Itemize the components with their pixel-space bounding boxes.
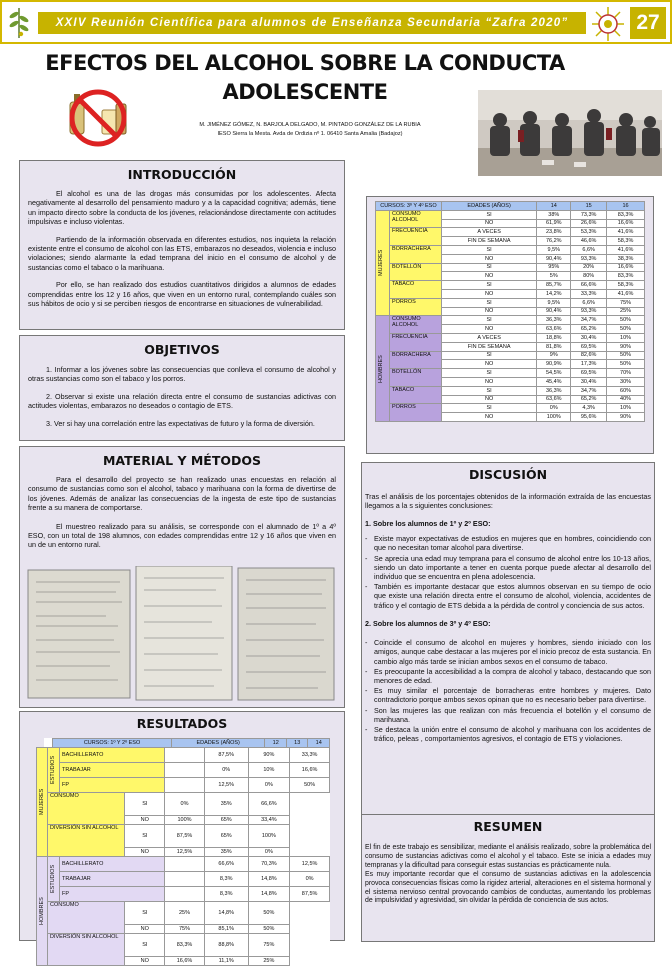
- table-row: [376, 351, 645, 360]
- table-row: [376, 263, 645, 272]
- table-cell: 83,3%: [607, 210, 645, 219]
- sub-label: NO: [441, 219, 536, 228]
- table-cell: 12,5%: [165, 848, 205, 857]
- table-cell: 100%: [248, 824, 290, 847]
- objetivo-item: 1. Informar a los jóvenes sobre las consecuencias que conlleva el consumo de alcohol y otras sustancias como son el tabaco y los porros.: [28, 365, 336, 384]
- age-header: 16: [607, 202, 645, 211]
- table-row: [376, 298, 645, 307]
- table-cell: 100%: [537, 413, 571, 422]
- si-label: SI: [125, 824, 165, 847]
- table-cell: 93,3%: [571, 307, 607, 316]
- table-row: [376, 245, 645, 254]
- table-cell: 36,3%: [537, 386, 571, 395]
- table-cell: 12,5%: [204, 777, 248, 792]
- row-label: BACHILLERATO: [59, 856, 164, 871]
- table-cell: 61,9%: [537, 219, 571, 228]
- row-label: BOTELLÓN: [389, 369, 441, 387]
- no-alcohol-icon: [52, 88, 144, 148]
- table-cell: 95%: [537, 263, 571, 272]
- table-cell: 53,3%: [571, 228, 607, 237]
- intro-paragraph: Partiendo de la información observada en diferentes estudios, nos inquieta la relación existente entre el consumo de alcohol con las ETS, embarazos no deseados, violencia e incluso violaciones; siendo alarmante la edad temprana del inicio en el consumo de alcohol y de sustancias como el tabaco o la marihuana.: [28, 234, 336, 272]
- table-cell: 90,9%: [537, 360, 571, 369]
- results-table-1-body: [36, 747, 330, 966]
- group-label: MUJERES: [37, 747, 48, 856]
- table-row: [376, 369, 645, 378]
- si-label: SI: [125, 792, 165, 815]
- row-label: DIVERSIÓN SIN ALCOHOL: [48, 824, 125, 856]
- edades-label: EDADES (AÑOS): [171, 739, 265, 748]
- table-row: [376, 316, 645, 325]
- sub-label: FIN DE SEMANA: [441, 237, 536, 246]
- table-cell: 25%: [165, 901, 205, 924]
- table-row: [376, 281, 645, 290]
- table-cell: 85,7%: [537, 281, 571, 290]
- sub-label: SI: [441, 281, 536, 290]
- row-label: TABACO: [389, 386, 441, 404]
- table-cell: 23,8%: [537, 228, 571, 237]
- table-cell: 45,4%: [537, 377, 571, 386]
- table-cell: 25%: [607, 307, 645, 316]
- table-row: [376, 228, 645, 237]
- table2-hombres: [376, 316, 645, 422]
- table-row: [376, 386, 645, 395]
- table-cell: 66,6%: [248, 792, 290, 815]
- age-header: 13: [286, 739, 308, 748]
- row-label: FRECUENCIA: [389, 228, 441, 246]
- group-label: HOMBRES: [37, 856, 48, 965]
- author-affiliation: IESO Sierra la Mesta. Avda de Ordizia nº 1. 06410 Santa Amalia (Badajoz): [217, 131, 403, 137]
- authors-block: [160, 121, 460, 139]
- metodos-paragraph: Para el desarrollo del proyecto se han realizado unas encuestas en relación al consumo de sustancias como son el alcohol, tabaco y marihuana con la forma de divertirse de los jóvenes. Además de analizar las consecuencias de la ingesta de este tipo de sustancias frente a su manera de comportarse.: [28, 475, 336, 513]
- sub-label: SI: [441, 210, 536, 219]
- objetivo-item: 2. Observar si existe una relación directa entre el consumo de sustancias adictivas con actitudes violentas, embarazos no deseados o contagio de ETS.: [28, 391, 336, 411]
- sub-label: SI: [441, 263, 536, 272]
- resultados-heading: RESULTADOS: [136, 716, 228, 731]
- age-header: 14: [537, 202, 571, 211]
- table-cell: 50%: [607, 325, 645, 334]
- olive-branch-icon: [6, 6, 32, 40]
- resultados-section: [19, 711, 345, 964]
- list-item: - Es preocupante la accesibilidad a la compra de alcohol y tabaco, destacando que son menores de edad.: [365, 667, 651, 685]
- table-cell: 90%: [607, 413, 645, 422]
- sub-label: NO: [441, 307, 536, 316]
- sub-label: FIN DE SEMANA: [441, 342, 536, 351]
- table-cell: 5%: [537, 272, 571, 281]
- table-cell: 65%: [204, 816, 248, 825]
- table-row: [376, 333, 645, 342]
- age-header: 14: [308, 739, 330, 748]
- resumen-heading: RESUMEN: [473, 819, 543, 834]
- results-table-2: [375, 201, 645, 422]
- sub-label: NO: [441, 413, 536, 422]
- table-cell: 14,8%: [248, 871, 290, 886]
- row-label: PORROS: [389, 298, 441, 316]
- table-cell: 17,3%: [571, 360, 607, 369]
- row-label: PORROS: [389, 404, 441, 422]
- table-cell: 90,4%: [537, 254, 571, 263]
- sub-label: SI: [441, 245, 536, 254]
- table-cell: 54,5%: [537, 369, 571, 378]
- page-number: 27: [630, 7, 666, 39]
- table-cell: 35%: [204, 792, 248, 815]
- students-photo: [478, 90, 662, 176]
- discusion-list-1: [365, 534, 651, 610]
- table-cell: 10%: [607, 333, 645, 342]
- table-cell: 18,8%: [537, 333, 571, 342]
- estudios-label: ESTUDIOS: [48, 747, 60, 792]
- resumen-paragraph: El fin de este trabajo es sensibilizar, mediante el análisis realizado, sobre la problemática del consumo de sustancias adictivas como el alcohol y el tabaco. Este se inicia a edades muy tempranas y la dificultad para conseguir estas sustancias es prácticamente nula.: [365, 844, 651, 869]
- row-label: BACHILLERATO: [59, 747, 164, 762]
- table-cell: 9,5%: [537, 245, 571, 254]
- introduccion-section: [19, 160, 345, 330]
- resumen-section: [361, 814, 655, 942]
- list-item: - Coincide el consumo de alcohol en mujeres y hombres, siendo iniciado con los amigos, aunque cabe destacar a las mujeres por el inicio precoz de esta sustancia. En cambio algo más tarde se inician ambos sexos en el consumo de tabaco.: [365, 638, 651, 666]
- table-row: [376, 404, 645, 413]
- table-cell: 40%: [607, 395, 645, 404]
- row-label: CONSUMO: [48, 792, 125, 824]
- table-cell: 93,3%: [571, 254, 607, 263]
- discusion-intro: Tras el análisis de los porcentajes obtenidos de la información extraída de las encuestas llegamos a la s siguientes conclusiones:: [365, 492, 651, 511]
- cursos-label: CURSOS: 3º Y 4º ESO: [376, 202, 442, 211]
- row-label: CONSUMO ALCOHOL: [389, 316, 441, 334]
- table-cell: 80%: [571, 272, 607, 281]
- age-header: 12: [265, 739, 287, 748]
- row-label: FP: [59, 777, 164, 792]
- table-cell: 83,3%: [165, 933, 205, 956]
- table2-mujeres: [376, 210, 645, 316]
- sub-label: A VECES: [441, 333, 536, 342]
- table-cell: 66,6%: [571, 281, 607, 290]
- table-cell: 41,6%: [607, 289, 645, 298]
- table-cell: 30%: [607, 377, 645, 386]
- row-label: TABACO: [389, 281, 441, 299]
- table-cell: 16,6%: [607, 263, 645, 272]
- discusion-heading: DISCUSIÓN: [468, 467, 548, 482]
- no-label: NO: [125, 925, 165, 934]
- table-cell: 9%: [537, 351, 571, 360]
- table-cell: 87,5%: [290, 886, 330, 901]
- no-label: NO: [125, 848, 165, 857]
- list-item: - También es importante destacar que estos alumnos observan en su tiempo de ocio que existe una relación directa entre el consumo de alcohol, violencia, accidentes de tráfico y el contagio de ETS debida a la pérdida de control y conciencia de sus actos.: [365, 582, 651, 610]
- discusion-section: [361, 462, 655, 858]
- sub-label: A VECES: [441, 228, 536, 237]
- table-cell: 33,3%: [290, 747, 330, 762]
- table-cell: 76,2%: [537, 237, 571, 246]
- table-cell: 20%: [571, 263, 607, 272]
- table-cell: 75%: [607, 298, 645, 307]
- row-label: DIVERSIÓN SIN ALCOHOL: [48, 933, 125, 965]
- row-label: CONSUMO ALCOHOL: [389, 210, 441, 228]
- table-cell: 8,3%: [204, 886, 248, 901]
- si-label: SI: [125, 933, 165, 956]
- sun-emblem-icon: [590, 5, 626, 43]
- sub-label: NO: [441, 377, 536, 386]
- row-label: TRABAJAR: [59, 871, 164, 886]
- no-label: NO: [125, 957, 165, 966]
- introduccion-heading: INTRODUCCIÓN: [127, 167, 237, 182]
- table-cell: 50%: [248, 901, 290, 924]
- table-cell: 65,2%: [571, 325, 607, 334]
- table-cell: 65%: [204, 824, 248, 847]
- table-cell: 38,3%: [607, 254, 645, 263]
- table-cell: 0%: [165, 792, 205, 815]
- table-cell: 50%: [290, 777, 330, 792]
- conference-banner: XXIV Reunión Científica para alumnos de Enseñanza Secundaria “Zafra 2020”: [38, 12, 586, 34]
- table-cell: 0%: [248, 848, 290, 857]
- table-cell: 0%: [537, 404, 571, 413]
- metodos-section: [19, 446, 345, 708]
- objetivo-item: 3. Ver si hay una correlación entre las expectativas de futuro y la forma de diversión.: [46, 418, 315, 428]
- no-label: NO: [125, 816, 165, 825]
- table-cell: 16,6%: [165, 957, 205, 966]
- table-cell: 75%: [165, 925, 205, 934]
- age-header: 15: [571, 202, 607, 211]
- metodos-paragraph: El muestreo realizado para su análisis, se corresponde con el alumnado de 1º a 4º ESO, con un total de 198 alumnos, con edades comprendidas entre 12 y 16 años que viven en un de un entorno rural.: [28, 521, 336, 550]
- table-cell: 50%: [607, 316, 645, 325]
- sub-label: SI: [441, 404, 536, 413]
- sub-label: NO: [441, 289, 536, 298]
- sub-label: NO: [441, 272, 536, 281]
- table-cell: 9,5%: [537, 298, 571, 307]
- table-cell: 70,3%: [248, 856, 290, 871]
- row-label: TRABAJAR: [59, 762, 164, 777]
- table-cell: 34,7%: [571, 386, 607, 395]
- table-cell: 65,2%: [571, 395, 607, 404]
- list-item: - Son las mujeres las que realizan con más frecuencia el botellón y el consumo de marihuana.: [365, 706, 651, 724]
- table-cell: 10%: [607, 404, 645, 413]
- table-row: [376, 210, 645, 219]
- table-cell: 14,2%: [537, 289, 571, 298]
- table-cell: 35%: [204, 848, 248, 857]
- objetivos-heading: OBJETIVOS: [144, 342, 220, 357]
- table-cell: 83,3%: [607, 272, 645, 281]
- table-cell: 70%: [607, 369, 645, 378]
- table-cell: 95,6%: [571, 413, 607, 422]
- table-cell: 6,6%: [571, 298, 607, 307]
- table-cell: 50%: [607, 360, 645, 369]
- objetivos-section: [19, 335, 345, 441]
- author-names: M. JIMÉNEZ GÓMEZ, N. BARJOLA DELGADO, M. PINTADO GONZÁLEZ DE LA RUBIA: [199, 122, 421, 128]
- discusion-subheading: 2. Sobre los alumnos de 3º y 4º ESO:: [365, 618, 491, 628]
- table-cell: 90,4%: [537, 307, 571, 316]
- row-label: FP: [59, 886, 164, 901]
- table-cell: 41,6%: [607, 245, 645, 254]
- table-cell: 100%: [165, 816, 205, 825]
- table-cell: 8,3%: [204, 871, 248, 886]
- table-cell: 11,1%: [204, 957, 248, 966]
- poster-title: EFECTOS DEL ALCOHOL SOBRE LA CONDUCTA ADOLESCENTE: [45, 51, 565, 104]
- table-cell: 12,5%: [290, 856, 330, 871]
- table-cell: 30,4%: [571, 377, 607, 386]
- table-cell: 41,6%: [607, 228, 645, 237]
- list-item: - Se aprecia una edad muy temprana para el consumo de alcohol entre los 10-13 años, siendo un dato importante a tener en cuenta porque puede afectar al desarrollo del individuo que se encuentra en plena adolescencia.: [365, 554, 651, 582]
- table-cell: 81,8%: [537, 342, 571, 351]
- list-item: - Se destaca la unión entre el consumo de alcohol y marihuana con los accidentes de tráfico, peleas , comportamientos agresivos, el contagio de ETS y violaciones.: [365, 725, 651, 743]
- header: [0, 0, 672, 44]
- table-cell: 87,5%: [165, 824, 205, 847]
- intro-paragraph: Por ello, se han realizado dos estudios cuantitativos dirigidos a alumnos de edades comprendidas entre los 12 y 16 años, que viven en un entorno rural, contemplando cuáles son sus hábitos de ocio y si se perciben riesgos de encontrarse en situaciones de vulnerabilidad.: [28, 280, 336, 309]
- row-label: BORRACHERA: [389, 245, 441, 263]
- sub-label: NO: [441, 325, 536, 334]
- table-cell: 63,6%: [537, 325, 571, 334]
- resumen-paragraph: Es muy importante recordar que el consumo de sustancias adictivas en la adolescencia provoca consecuencias físicas como la rigidez arterial, alteraciones en el sistema hormonal y el sistema nervioso central provocando cambios de conductas, aumentando los problemas de impulsividad y agresividad, sin olvidar la pérdida de conciencia de sus actos.: [365, 870, 651, 905]
- group-label: HOMBRES: [376, 316, 390, 422]
- table-cell: 33,3%: [571, 289, 607, 298]
- table-cell: 66,6%: [204, 856, 248, 871]
- sub-label: SI: [441, 351, 536, 360]
- table-cell: 60%: [607, 386, 645, 395]
- table-cell: 6,6%: [571, 245, 607, 254]
- table-cell: 4,3%: [571, 404, 607, 413]
- table-cell: 16,6%: [607, 219, 645, 228]
- table-cell: 16,6%: [290, 762, 330, 777]
- table-cell: 85,1%: [204, 925, 248, 934]
- si-label: SI: [125, 901, 165, 924]
- discusion-list-2: [365, 638, 651, 743]
- table-cell: 50%: [248, 925, 290, 934]
- table-cell: 50%: [607, 351, 645, 360]
- group-label: MUJERES: [376, 210, 390, 316]
- table-cell: 75%: [248, 933, 290, 956]
- table-cell: 25%: [248, 957, 290, 966]
- table-cell: 38%: [537, 210, 571, 219]
- intro-paragraph: El alcohol es una de las drogas más consumidas por los adolescentes. Afecta negativamente al desarrollo del pensamiento maduro y a la capacidad cognitiva; además, tiene un impacto directo sobre la conducta de los jóvenes, relacionándose directamente con actitudes impulsivas e incluso violentas.: [28, 189, 336, 227]
- table-cell: 63,6%: [537, 395, 571, 404]
- table-cell: 33,4%: [248, 816, 290, 825]
- sub-label: NO: [441, 254, 536, 263]
- sub-label: NO: [441, 395, 536, 404]
- row-label: BORRACHERA: [389, 351, 441, 369]
- table-cell: 90%: [607, 342, 645, 351]
- metodos-heading: MATERIAL Y MÉTODOS: [102, 453, 261, 468]
- table-cell: 88,8%: [204, 933, 248, 956]
- sub-label: SI: [441, 386, 536, 395]
- table-cell: 10%: [248, 762, 290, 777]
- edades-label: EDADES (AÑOS): [441, 202, 536, 211]
- table-cell: 0%: [290, 871, 330, 886]
- table-cell: 73,3%: [571, 210, 607, 219]
- survey-sheets-photo: [26, 566, 338, 704]
- sub-label: SI: [441, 298, 536, 307]
- table-cell: 82,6%: [571, 351, 607, 360]
- sub-label: SI: [441, 369, 536, 378]
- sub-label: NO: [441, 360, 536, 369]
- table-cell: 87,5%: [204, 747, 248, 762]
- row-label: CONSUMO: [48, 901, 125, 933]
- row-label: BOTELLÓN: [389, 263, 441, 281]
- table-cell: 30,4%: [571, 333, 607, 342]
- table-cell: 46,6%: [571, 237, 607, 246]
- estudios-label: ESTUDIOS: [48, 856, 60, 901]
- table-cell: 26,6%: [571, 219, 607, 228]
- cursos-label: CURSOS: 1º Y 2º ESO: [53, 739, 172, 748]
- sub-label: SI: [441, 316, 536, 325]
- table-cell: 34,7%: [571, 316, 607, 325]
- table-cell: 69,5%: [571, 342, 607, 351]
- table-cell: 14,8%: [204, 901, 248, 924]
- table-cell: 0%: [204, 762, 248, 777]
- list-item: - Es muy similar el porcentaje de borracheras entre hombres y mujeres. Dato contradictorio porque ambos sexos opinan que no es necesario beber para divertirse.: [365, 686, 651, 704]
- table-cell: 69,5%: [571, 369, 607, 378]
- discusion-subheading: 1. Sobre los alumnos de 1º y 2º ESO:: [365, 518, 491, 528]
- table-cell: 36,3%: [537, 316, 571, 325]
- table-cell: 58,3%: [607, 237, 645, 246]
- table-cell: 14,8%: [248, 886, 290, 901]
- row-label: FRECUENCIA: [389, 333, 441, 351]
- table2-section: [366, 196, 654, 454]
- table-cell: 0%: [248, 777, 290, 792]
- table-cell: 90%: [248, 747, 290, 762]
- list-item: - Existe mayor expectativas de estudios en mujeres que en hombres, coincidiendo con que no necesitan tomar alcohol para divertirse.: [365, 534, 651, 552]
- table-cell: 58,3%: [607, 281, 645, 290]
